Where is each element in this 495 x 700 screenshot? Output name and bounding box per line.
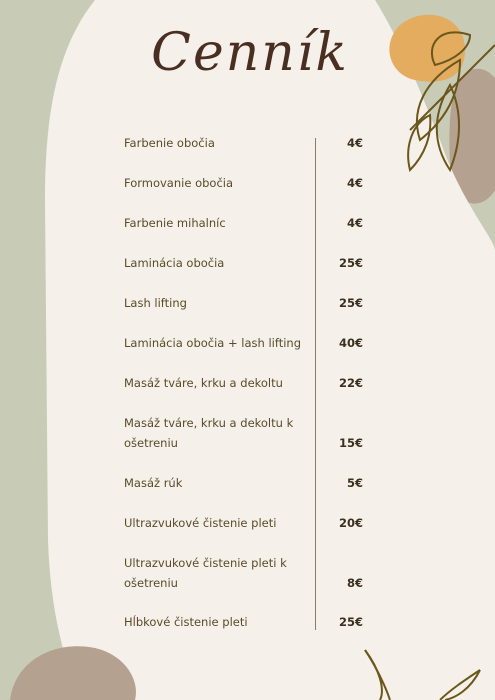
service-price: 4€ — [346, 136, 363, 150]
service-price: 22€ — [338, 376, 363, 390]
service-name: Lash lifting — [124, 296, 187, 310]
service-name: Masáž rúk — [124, 476, 183, 490]
service-price: 25€ — [338, 296, 363, 310]
service-name: Formovanie obočia — [124, 176, 234, 190]
service-price: 15€ — [338, 436, 363, 450]
service-price: 4€ — [346, 176, 363, 190]
price-row — [124, 413, 370, 453]
service-name: Farbenie mihalníc — [124, 216, 226, 230]
service-name: Ultrazvukové čistenie pleti k ošetreniu — [124, 556, 287, 590]
price-row — [124, 253, 370, 273]
service-name: Laminácia obočia + lash lifting — [124, 336, 301, 350]
service-price: 25€ — [338, 256, 363, 270]
service-name: Hĺbkové čistenie pleti — [124, 615, 248, 629]
price-row — [124, 173, 370, 193]
price-row — [124, 293, 370, 313]
svg-text:Cenník: Cenník — [151, 23, 349, 83]
price-row — [124, 373, 370, 393]
service-name: Masáž tváre, krku a dekoltu k ošetreniu — [124, 416, 294, 450]
page-title — [140, 8, 360, 88]
price-row — [124, 333, 370, 353]
price-row — [124, 513, 370, 533]
service-price: 4€ — [346, 216, 363, 230]
price-row — [124, 473, 370, 493]
service-price: 5€ — [346, 476, 363, 490]
service-price: 20€ — [338, 516, 363, 530]
price-row — [124, 133, 370, 153]
service-name: Ultrazvukové čistenie pleti — [124, 516, 277, 530]
service-name: Masáž tváre, krku a dekoltu — [124, 376, 283, 390]
service-name: Farbenie obočia — [124, 136, 215, 150]
service-name: Laminácia obočia — [124, 256, 225, 270]
service-price: 8€ — [346, 576, 363, 590]
orange-blob — [389, 15, 465, 82]
price-row — [124, 612, 370, 632]
service-price: 25€ — [338, 615, 363, 629]
price-row — [124, 553, 370, 593]
price-row — [124, 213, 370, 233]
service-price: 40€ — [338, 336, 363, 350]
